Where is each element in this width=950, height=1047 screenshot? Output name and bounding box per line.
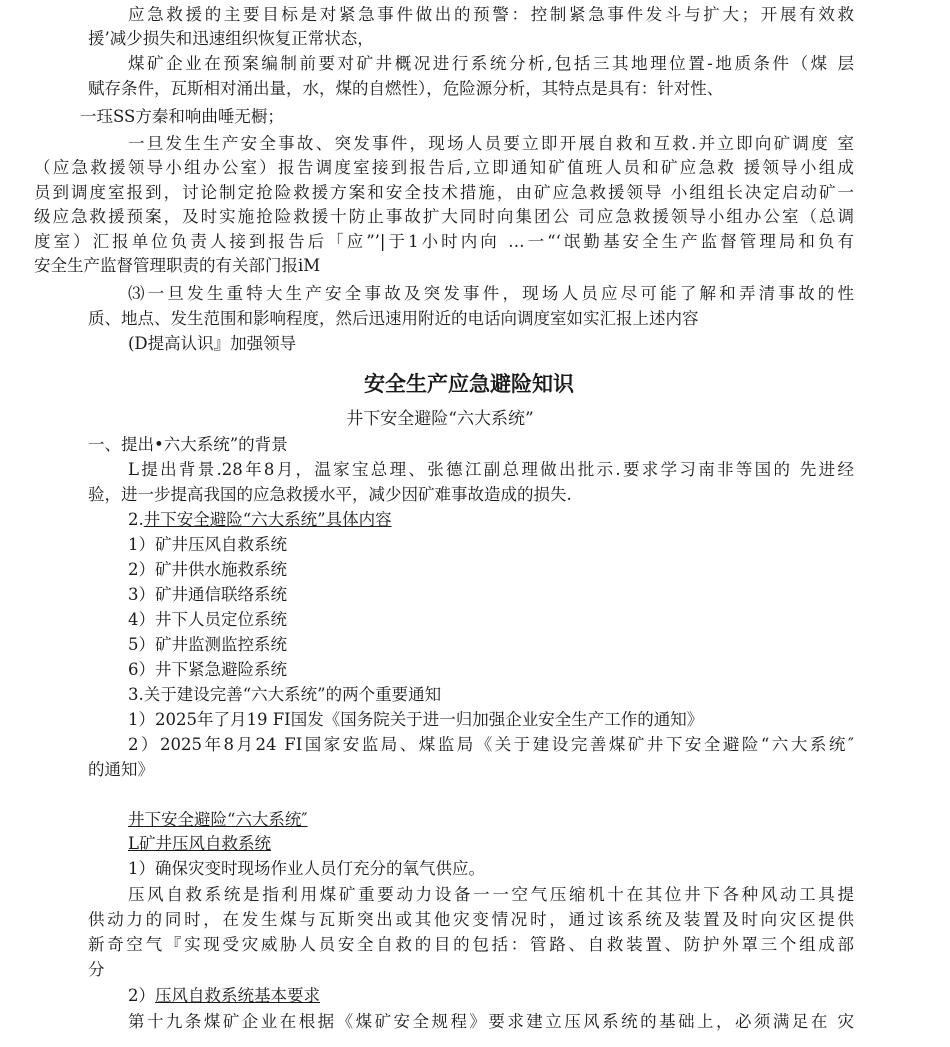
paragraph-line: 煤矿企业在预案编制前要对矿井概况进行系统分析,包括三其地理位置-地质条件（煤 层 [128, 54, 854, 73]
paragraph-line: 新奇空气『实现受灾威胁人员安全自救的目的包括：管路、自救装置、防护外罩三个组成部 [88, 935, 854, 954]
subsection-heading [128, 985, 320, 1007]
subsection-title: 压风自救系统基本要求 [155, 986, 320, 1005]
paragraph-line: L提出背景.28年8月，温家宝总理、张德江副总理做出批示.要求学习南非等国的 先进经 [128, 460, 854, 479]
list-item: 5）矿井监测监控系统 [128, 635, 287, 654]
paragraph-line: (D提高认识』加强领导 [128, 334, 297, 353]
subsection-number: 2. [128, 510, 144, 529]
paragraph-line: 级应急救援预案，及时实施抢险救援十防止事故扩大同时向集团公 司应急救援领导小组办公室（总调 [34, 207, 854, 226]
paragraph-line: 压风自救系统是指利用煤矿重要动力设备一一空气压缩机十在其位井下各种风动工具提 [128, 885, 854, 904]
section-heading: 井下安全避险“六大系统″ [128, 810, 308, 829]
paragraph-line: 的通知》 [88, 760, 154, 779]
subsection-heading [128, 509, 392, 531]
paragraph-line: 度室）汇报单位负责人接到报告后「应”’|于1小时内向 …一“‘氓勤基安全生产监督管理局和负有 [34, 232, 854, 251]
paragraph-line: 供动力的同时，在发生煤与瓦斯突出或其他灾变情况时，通过该系统及装置及时向灾区提供 [88, 910, 854, 929]
list-item: 6）井下紧急避险系统 [128, 660, 287, 679]
section-heading: 一、提出•六大系统”的背景 [88, 435, 288, 454]
page-title: 安全生产应急避险知识 [364, 372, 574, 396]
list-item: 1）矿井压风自救系统 [128, 535, 287, 554]
notice-item: 1）2025年了月19 FI国发《国务院关于进一归加强企业安全生产工作的通知》 [128, 710, 704, 729]
notice-item: 2）2025年8月24 FI国家安监局、煤监局《关于建设完善煤矿井下安全避险“六大系统″ [128, 735, 854, 754]
paragraph-line: 1）确保灾变时现场作业人员仃充分的氧气供应。 [128, 859, 485, 878]
subsection-title: 井下安全避险“六大系统”具体内容 [143, 510, 392, 529]
subsection-heading: 3.关于建设完善“六大系统”的两个重要通知 [128, 685, 442, 704]
paragraph-line: 一珏SS方秦和响曲唾无橱； [80, 107, 284, 126]
paragraph-line: 一旦发生生产安全事故、突发事件，现场人员要立即开展自救和互救.并立即向矿调度 室 [128, 134, 854, 153]
paragraph-line: 验，进一步提高我国的应急救援水平，减少因矿难事故造成的损失. [88, 485, 572, 504]
paragraph-line: 质、地点、发生范围和影响程度，然后迅速用附近的电话向调度室如实汇报上述内容 [88, 309, 699, 328]
paragraph-line: 第十九条煤矿企业在根据《煤矿安全规程》要求建立压风系统的基础上，必须满足在 灾 [128, 1012, 854, 1031]
page-subtitle: 井下安全避险“六大系统” [346, 409, 534, 429]
list-item: 4）井下人员定位系统 [128, 610, 287, 629]
list-item: 2）矿井供水施救系统 [128, 560, 287, 579]
paragraph-line: 援’减少损失和迅速组织恢复正常状态， [88, 29, 374, 48]
paragraph-line: （应急救援领导小组办公室）报告调度室接到报告后,立即通知矿值班人员和矿应急救 援领导小组成 [34, 158, 854, 177]
paragraph-line: 安全生产监督管理职责的有关部门报iM [34, 256, 321, 275]
paragraph-line: 员到调度室报到，讨论制定抢险救援方案和安全技术措施，由矿应急救援领导 小组组长决定启动矿一 [34, 183, 854, 202]
paragraph-line: ⑶一旦发生重特大生产安全事故及突发事件，现场人员应尽可能了解和弄清事故的性 [128, 284, 854, 303]
paragraph-line: 应急救援的主要目标是对紧急事件做出的预警：控制紧急事件发斗与扩大；开展有效救 [128, 5, 854, 24]
subsection-number: 2） [128, 986, 155, 1005]
paragraph-line: 分 [88, 960, 105, 979]
paragraph-line: 赋存条件，瓦斯相对涌出量，水，煤的自燃性），危险源分析，其特点是具有：针对性、 [88, 79, 724, 98]
list-item: 3）矿井通信联络系统 [128, 585, 287, 604]
subsection-heading: L矿井压风自救系统 [128, 834, 271, 853]
